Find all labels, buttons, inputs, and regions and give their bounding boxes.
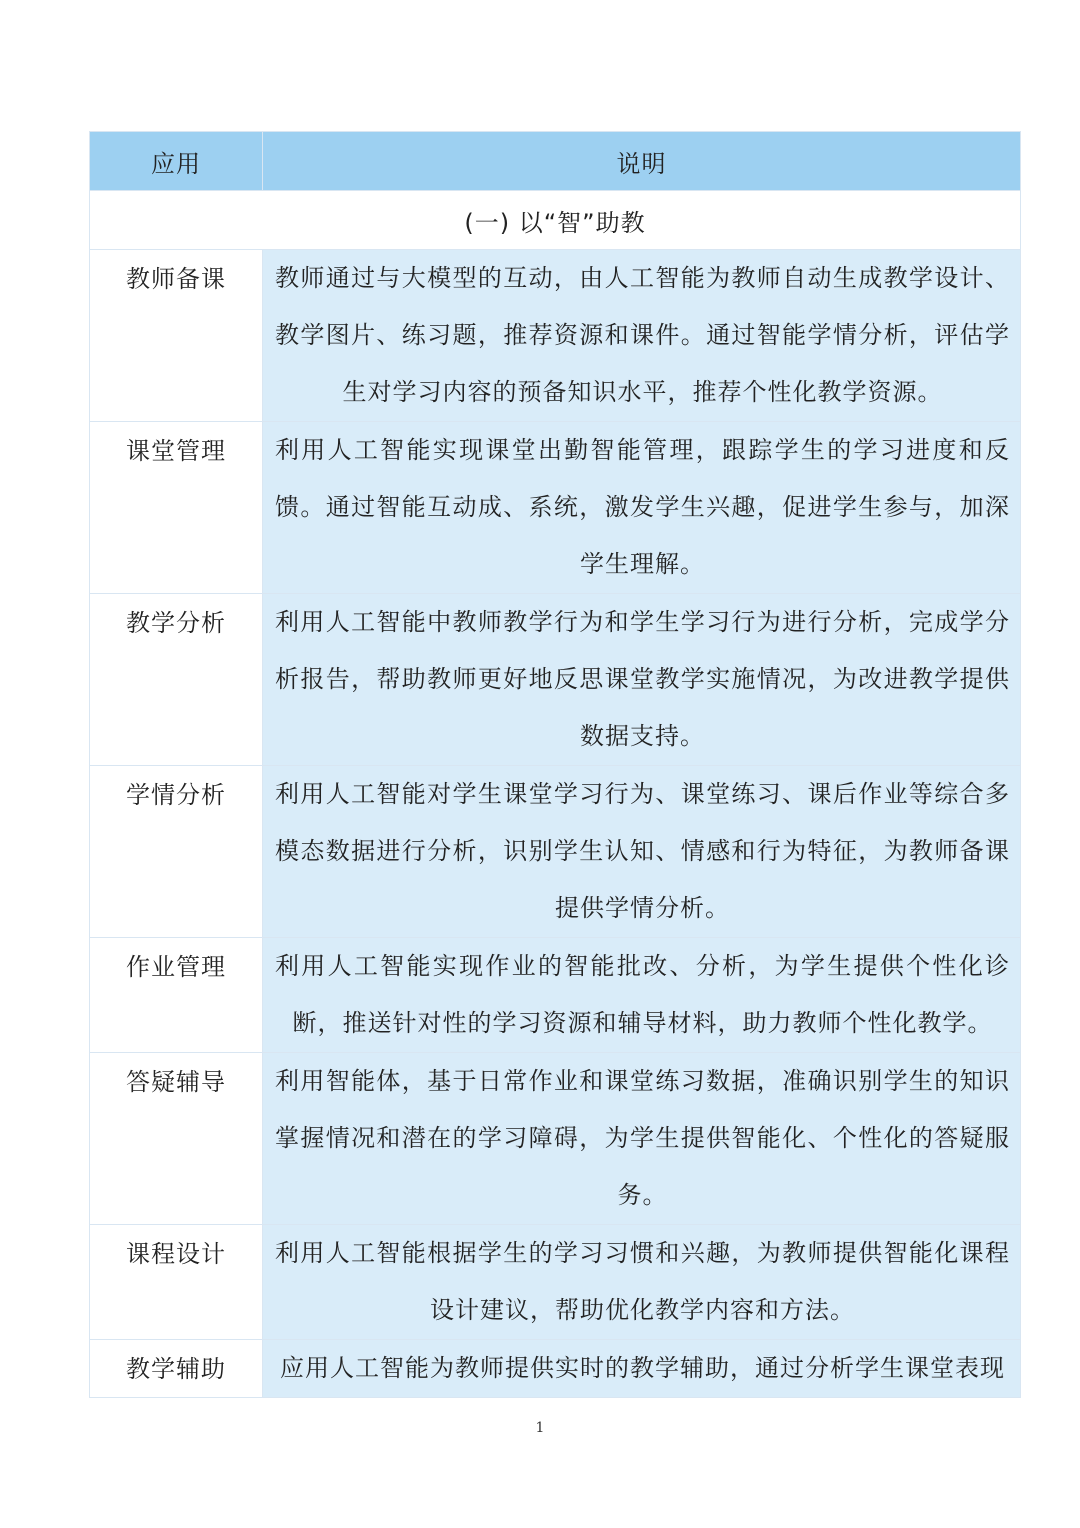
table-header-row: [90, 132, 1021, 191]
row-description: 利用人工智能根据学生的学习习惯和兴趣，为教师提供智能化课程设计建议，帮助优化教学内容和方法。: [263, 1225, 1021, 1340]
row-description: 利用智能体，基于日常作业和课堂练习数据，准确识别学生的知识掌握情况和潜在的学习障碍，为学生提供智能化、个性化的答疑服务。: [263, 1053, 1021, 1225]
row-description: 应用人工智能为教师提供实时的教学辅助，通过分析学生课堂表现: [263, 1340, 1021, 1398]
header-app: 应用: [90, 132, 263, 191]
row-app-name: 课堂管理: [90, 422, 263, 594]
row-description: 利用人工智能中教师教学行为和学生学习行为进行分析，完成学分析报告，帮助教师更好地反思课堂教学实施情况，为改进教学提供数据支持。: [263, 594, 1021, 766]
row-app-name: 学情分析: [90, 766, 263, 938]
row-description: 利用人工智能实现作业的智能批改、分析，为学生提供个性化诊断，推送针对性的学习资源和辅导材料，助力教师个性化教学。: [263, 938, 1021, 1053]
row-app-name: 教学分析: [90, 594, 263, 766]
section-title: (一) 以“智”助教: [90, 191, 1021, 250]
table-row: [90, 766, 1021, 938]
table-row: [90, 1225, 1021, 1340]
table-row: [90, 938, 1021, 1053]
row-app-name: 教学辅助: [90, 1340, 263, 1398]
table-row: [90, 250, 1021, 422]
row-description: 利用人工智能实现课堂出勤智能管理，跟踪学生的学习进度和反馈。通过智能互动成、系统，激发学生兴趣，促进学生参与，加深学生理解。: [263, 422, 1021, 594]
table-row: [90, 1340, 1021, 1398]
row-app-name: 答疑辅导: [90, 1053, 263, 1225]
row-app-name: 作业管理: [90, 938, 263, 1053]
table-row: [90, 422, 1021, 594]
row-app-name: 教师备课: [90, 250, 263, 422]
page-number: 1: [535, 1420, 545, 1436]
row-description: 教师通过与大模型的互动，由人工智能为教师自动生成教学设计、教学图片、练习题，推荐资源和课件。通过智能学情分析，评估学生对学习内容的预备知识水平，推荐个性化教学资源。: [263, 250, 1021, 422]
applications-table: [89, 131, 1021, 1398]
row-description: 利用人工智能对学生课堂学习行为、课堂练习、课后作业等综合多模态数据进行分析，识别学生认知、情感和行为特征，为教师备课提供学情分析。: [263, 766, 1021, 938]
section-row: [90, 191, 1021, 250]
header-desc: 说明: [263, 132, 1021, 191]
row-app-name: 课程设计: [90, 1225, 263, 1340]
table-row: [90, 1053, 1021, 1225]
table-row: [90, 594, 1021, 766]
